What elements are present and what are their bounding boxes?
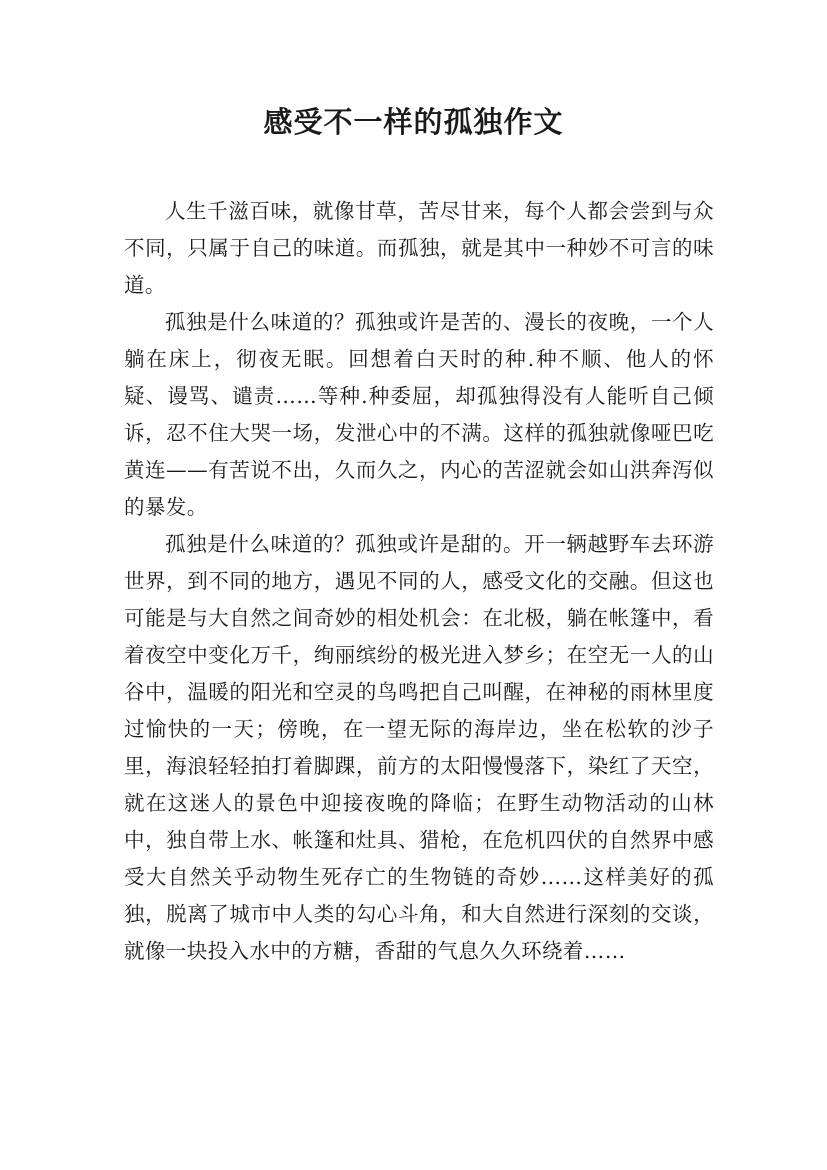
paragraph-sweet-loneliness: 孤独是什么味道的？孤独或许是甜的。开一辆越野车去环游世界，到不同的地方，遇见不同的人，感受文化的交融。但这也可能是与大自然之间奇妙的相处机会：在北极，躺在帐篷中，看着夜空中变化万千，绚丽缤纷的极光进入梦乡；在空无一人的山谷中，温暖的阳光和空灵的鸟鸣把自己叫醒，在神秘的雨林里度过愉快的一天；傍晚，在一望无际的海岸边，坐在松软的沙子里，海浪轻轻拍打着脚踝，前方的太阳慢慢落下，染红了天空，就在这迷人的景色中迎接夜晚的降临；在野生动物活动的山林中，独自带上水、帐篷和灶具、猎枪，在危机四伏的自然界中感受大自然关乎动物生死存亡的生物链的奇妙……这样美好的孤独，脱离了城市中人类的勾心斗角，和大自然进行深刻的交谈，就像一块投入水中的方糖，香甜的气息久久环绕着…… [124,532,714,963]
document-body [124,193,714,970]
paragraph-intro: 人生千滋百味，就像甘草，苦尽甘来，每个人都会尝到与众不同，只属于自己的味道。而孤独，就是其中一种妙不可言的味道。 [124,199,714,297]
paragraph-bitter-loneliness: 孤独是什么味道的？孤独或许是苦的、漫长的夜晚，一个人躺在床上，彻夜无眠。回想着白天时的种.种不顺、他人的怀疑、谩骂、谴责……等种.种委屈，却孤独得没有人能听自己倾诉，忍不住大哭一场，发泄心中的不满。这样的孤独就像哑巴吃黄连——有苦说不出，久而久之，内心的苦涩就会如山洪奔泻似的暴发。 [124,310,714,519]
document-title: 感受不一样的孤独作文 [263,105,564,139]
